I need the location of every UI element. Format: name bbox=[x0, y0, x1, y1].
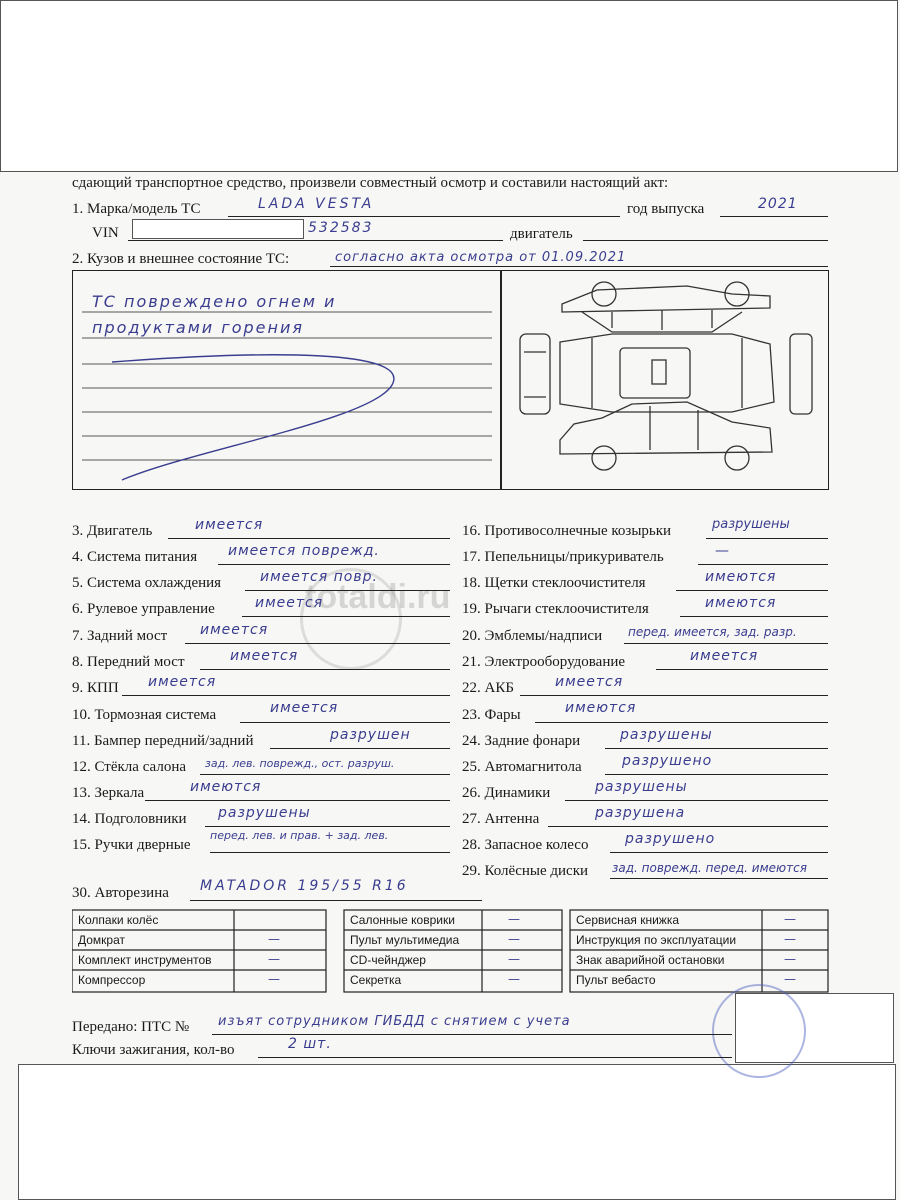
item-fuel-value: имеется поврежд. bbox=[228, 543, 380, 559]
acc-lock-nut-label: Секретка bbox=[350, 973, 402, 987]
item-door-handles-label: 15. Ручки дверные bbox=[72, 837, 191, 853]
item-rims-label: 29. Колёсные диски bbox=[462, 863, 589, 879]
acc-service-book-value: — bbox=[784, 912, 796, 926]
make-model-label: 1. Марка/модель ТС bbox=[72, 201, 201, 217]
item-headrests-value: разрушены bbox=[218, 805, 311, 821]
item-emblems-value: перед. имеется, зад. разр. bbox=[628, 625, 797, 639]
item-ashtray-label: 17. Пепельницы/прикуриватель bbox=[462, 549, 664, 565]
item-mirrors-line bbox=[145, 800, 450, 801]
acc-webasto-remote-label: Пульт вебасто bbox=[576, 973, 656, 987]
acc-media-remote-value: — bbox=[508, 932, 520, 946]
item-glass-line bbox=[200, 774, 450, 775]
item-headlights-label: 23. Фары bbox=[462, 707, 521, 723]
acc-lock-nut-value: — bbox=[508, 972, 520, 986]
notes-line-2: продуктами горения bbox=[92, 318, 304, 337]
acc-cd-changer-value: — bbox=[508, 952, 520, 966]
item-steering-label: 6. Рулевое управление bbox=[72, 601, 215, 617]
item-engine-label: 3. Двигатель bbox=[72, 523, 153, 539]
item-radio-line bbox=[605, 774, 828, 775]
item-battery-value: имеется bbox=[555, 674, 624, 690]
item-sun-visors-label: 16. Противосолнечные козырьки bbox=[462, 523, 672, 539]
item-rims-line bbox=[610, 878, 828, 879]
stamp-seal-icon bbox=[712, 984, 806, 1078]
pts-underline bbox=[212, 1034, 732, 1035]
acc-floor-mats-label: Салонные коврики bbox=[350, 913, 455, 927]
item-mirrors-label: 13. Зеркала bbox=[72, 785, 145, 801]
item-wiper-arms-value: имеются bbox=[705, 595, 777, 611]
item-wiper-blades-label: 18. Щетки стеклоочистителя bbox=[462, 575, 646, 591]
year-value: 2021 bbox=[758, 196, 798, 212]
acc-floor-mats-value: — bbox=[508, 912, 520, 926]
item-electrical-line bbox=[656, 669, 828, 670]
item-emblems-label: 20. Эмблемы/надписи bbox=[462, 628, 603, 644]
item-door-handles-value: перед. лев. и прав. + зад. лев. bbox=[210, 829, 389, 842]
year-label: год выпуска bbox=[627, 201, 705, 217]
item-radio-label: 25. Автомагнитола bbox=[462, 759, 582, 775]
item-ashtray-value: — bbox=[715, 543, 730, 559]
intro-text: сдающий транспортное средство, произвели совместный осмотр и составили настоящий акт: bbox=[72, 175, 669, 191]
item-wiper-arms-line bbox=[680, 616, 828, 617]
item-tail-lights-value: разрушены bbox=[620, 727, 713, 743]
acc-service-book-label: Сервисная книжка bbox=[576, 913, 680, 927]
car-diagram-icon bbox=[502, 272, 826, 486]
vin-underline bbox=[128, 240, 503, 241]
item-brakes-value: имеется bbox=[270, 700, 339, 716]
item-antenna-value: разрушена bbox=[595, 805, 686, 821]
item-antenna-label: 27. Антенна bbox=[462, 811, 540, 827]
body-label: 2. Кузов и внешнее состояние ТС: bbox=[72, 251, 290, 267]
acc-warning-sign-label: Знак аварийной остановки bbox=[576, 953, 725, 967]
body-underline bbox=[330, 266, 828, 267]
item-bumper-line bbox=[270, 748, 450, 749]
acc-jack-label: Домкрат bbox=[78, 933, 126, 947]
acc-toolkit-value: — bbox=[268, 952, 280, 966]
make-model-underline bbox=[228, 216, 620, 217]
item-brakes-line bbox=[240, 722, 450, 723]
make-model-value: LADA VESTA bbox=[258, 196, 375, 212]
engine-label: двигатель bbox=[510, 226, 573, 242]
item-gearbox-value: имеется bbox=[148, 674, 217, 690]
redaction-vin bbox=[132, 219, 304, 239]
item-gearbox-line bbox=[122, 695, 450, 696]
item-tail-lights-label: 24. Задние фонари bbox=[462, 733, 581, 749]
item-rear-axle-label: 7. Задний мост bbox=[72, 628, 168, 644]
item-door-handles-line bbox=[210, 852, 450, 853]
item-wiper-blades-line bbox=[676, 590, 828, 591]
item-headlights-line bbox=[535, 722, 828, 723]
item-spare-wheel-value: разрушено bbox=[625, 831, 716, 847]
item-wiper-arms-label: 19. Рычаги стеклоочистителя bbox=[462, 601, 649, 617]
item-battery-label: 22. АКБ bbox=[462, 680, 514, 696]
item-front-axle-value: имеется bbox=[230, 648, 299, 664]
item-cooling-value: имеется повр. bbox=[260, 569, 378, 585]
item-brakes-label: 10. Тормозная система bbox=[72, 707, 217, 723]
item-ashtray-line bbox=[698, 564, 828, 565]
item-sun-visors-line bbox=[706, 538, 828, 539]
item-spare-wheel-label: 28. Запасное колесо bbox=[462, 837, 589, 853]
acc-toolkit-label: Комплект инструментов bbox=[78, 953, 212, 967]
notes-line-1: ТС повреждено огнем и bbox=[92, 292, 337, 311]
item-speakers-label: 26. Динамики bbox=[462, 785, 551, 801]
item-bumper-label: 11. Бампер передний/задний bbox=[72, 733, 254, 749]
item-bumper-value: разрушен bbox=[330, 727, 411, 743]
item-front-axle-line bbox=[200, 669, 450, 670]
keys-underline bbox=[258, 1057, 732, 1058]
item-glass-label: 12. Стёкла салона bbox=[72, 759, 187, 775]
item-steering-line bbox=[242, 616, 450, 617]
item-electrical-value: имеется bbox=[690, 648, 759, 664]
acc-compressor-value: — bbox=[268, 972, 280, 986]
pts-value: изъят сотрудником ГИБДД с снятием с учета bbox=[218, 1014, 571, 1029]
item-cooling-label: 5. Система охлаждения bbox=[72, 575, 222, 591]
item-radio-value: разрушено bbox=[622, 753, 713, 769]
item-fuel-label: 4. Система питания bbox=[72, 549, 198, 565]
item-speakers-line bbox=[565, 800, 828, 801]
acc-cd-changer-label: CD-чейнджер bbox=[350, 953, 426, 967]
item-spare-wheel-line bbox=[610, 852, 828, 853]
vin-value: 532583 bbox=[308, 220, 374, 236]
keys-label: Ключи зажигания, кол-во bbox=[72, 1042, 235, 1058]
acc-media-remote-label: Пульт мультимедиа bbox=[350, 933, 460, 947]
tyres-label: 30. Авторезина bbox=[72, 885, 169, 901]
acc-compressor-label: Компрессор bbox=[78, 973, 146, 987]
item-front-axle-label: 8. Передний мост bbox=[72, 654, 185, 670]
tyres-value: MATADOR 195/55 R16 bbox=[200, 878, 409, 894]
item-engine-line bbox=[168, 538, 450, 539]
keys-value: 2 шт. bbox=[288, 1036, 332, 1052]
item-antenna-line bbox=[548, 826, 828, 827]
watermark-text: totaldi.ru bbox=[305, 578, 451, 616]
item-headrests-label: 14. Подголовники bbox=[72, 811, 187, 827]
redaction-bottom bbox=[18, 1064, 896, 1200]
item-sun-visors-value: разрушены bbox=[712, 517, 790, 532]
acc-warning-sign-value: — bbox=[784, 952, 796, 966]
item-tail-lights-line bbox=[605, 748, 828, 749]
item-glass-value: зад. лев. поврежд., ост. разруш. bbox=[205, 757, 395, 770]
item-emblems-line bbox=[624, 643, 828, 644]
item-fuel-line bbox=[218, 564, 450, 565]
notes-ruled-lines bbox=[72, 270, 502, 490]
item-headlights-value: имеются bbox=[565, 700, 637, 716]
item-gearbox-label: 9. КПП bbox=[72, 680, 119, 696]
body-value: согласно акта осмотра от 01.09.2021 bbox=[335, 250, 627, 265]
item-mirrors-value: имеются bbox=[190, 779, 262, 795]
acc-wheel-caps-label: Колпаки колёс bbox=[78, 913, 159, 927]
acc-manual-label: Инструкция по эксплуатации bbox=[576, 933, 737, 947]
item-steering-value: имеется bbox=[255, 595, 324, 611]
item-rear-axle-value: имеется bbox=[200, 622, 269, 638]
item-headrests-line bbox=[205, 826, 450, 827]
item-rims-value: зад. поврежд. перед. имеются bbox=[612, 861, 807, 875]
pts-label: Передано: ПТС № bbox=[72, 1019, 190, 1035]
acc-jack-value: — bbox=[268, 932, 280, 946]
year-underline bbox=[720, 216, 828, 217]
redaction-top bbox=[0, 0, 898, 172]
item-cooling-line bbox=[245, 590, 450, 591]
item-speakers-value: разрушены bbox=[595, 779, 688, 795]
item-engine-value: имеется bbox=[195, 517, 264, 533]
acc-webasto-remote-value: — bbox=[784, 972, 796, 986]
item-battery-line bbox=[520, 695, 828, 696]
acc-manual-value: — bbox=[784, 932, 796, 946]
item-electrical-label: 21. Электрооборудование bbox=[462, 654, 626, 670]
vin-label: VIN bbox=[92, 225, 119, 241]
item-wiper-blades-value: имеются bbox=[705, 569, 777, 585]
engine-underline bbox=[583, 240, 828, 241]
tyres-underline bbox=[190, 900, 482, 901]
item-rear-axle-line bbox=[185, 643, 450, 644]
